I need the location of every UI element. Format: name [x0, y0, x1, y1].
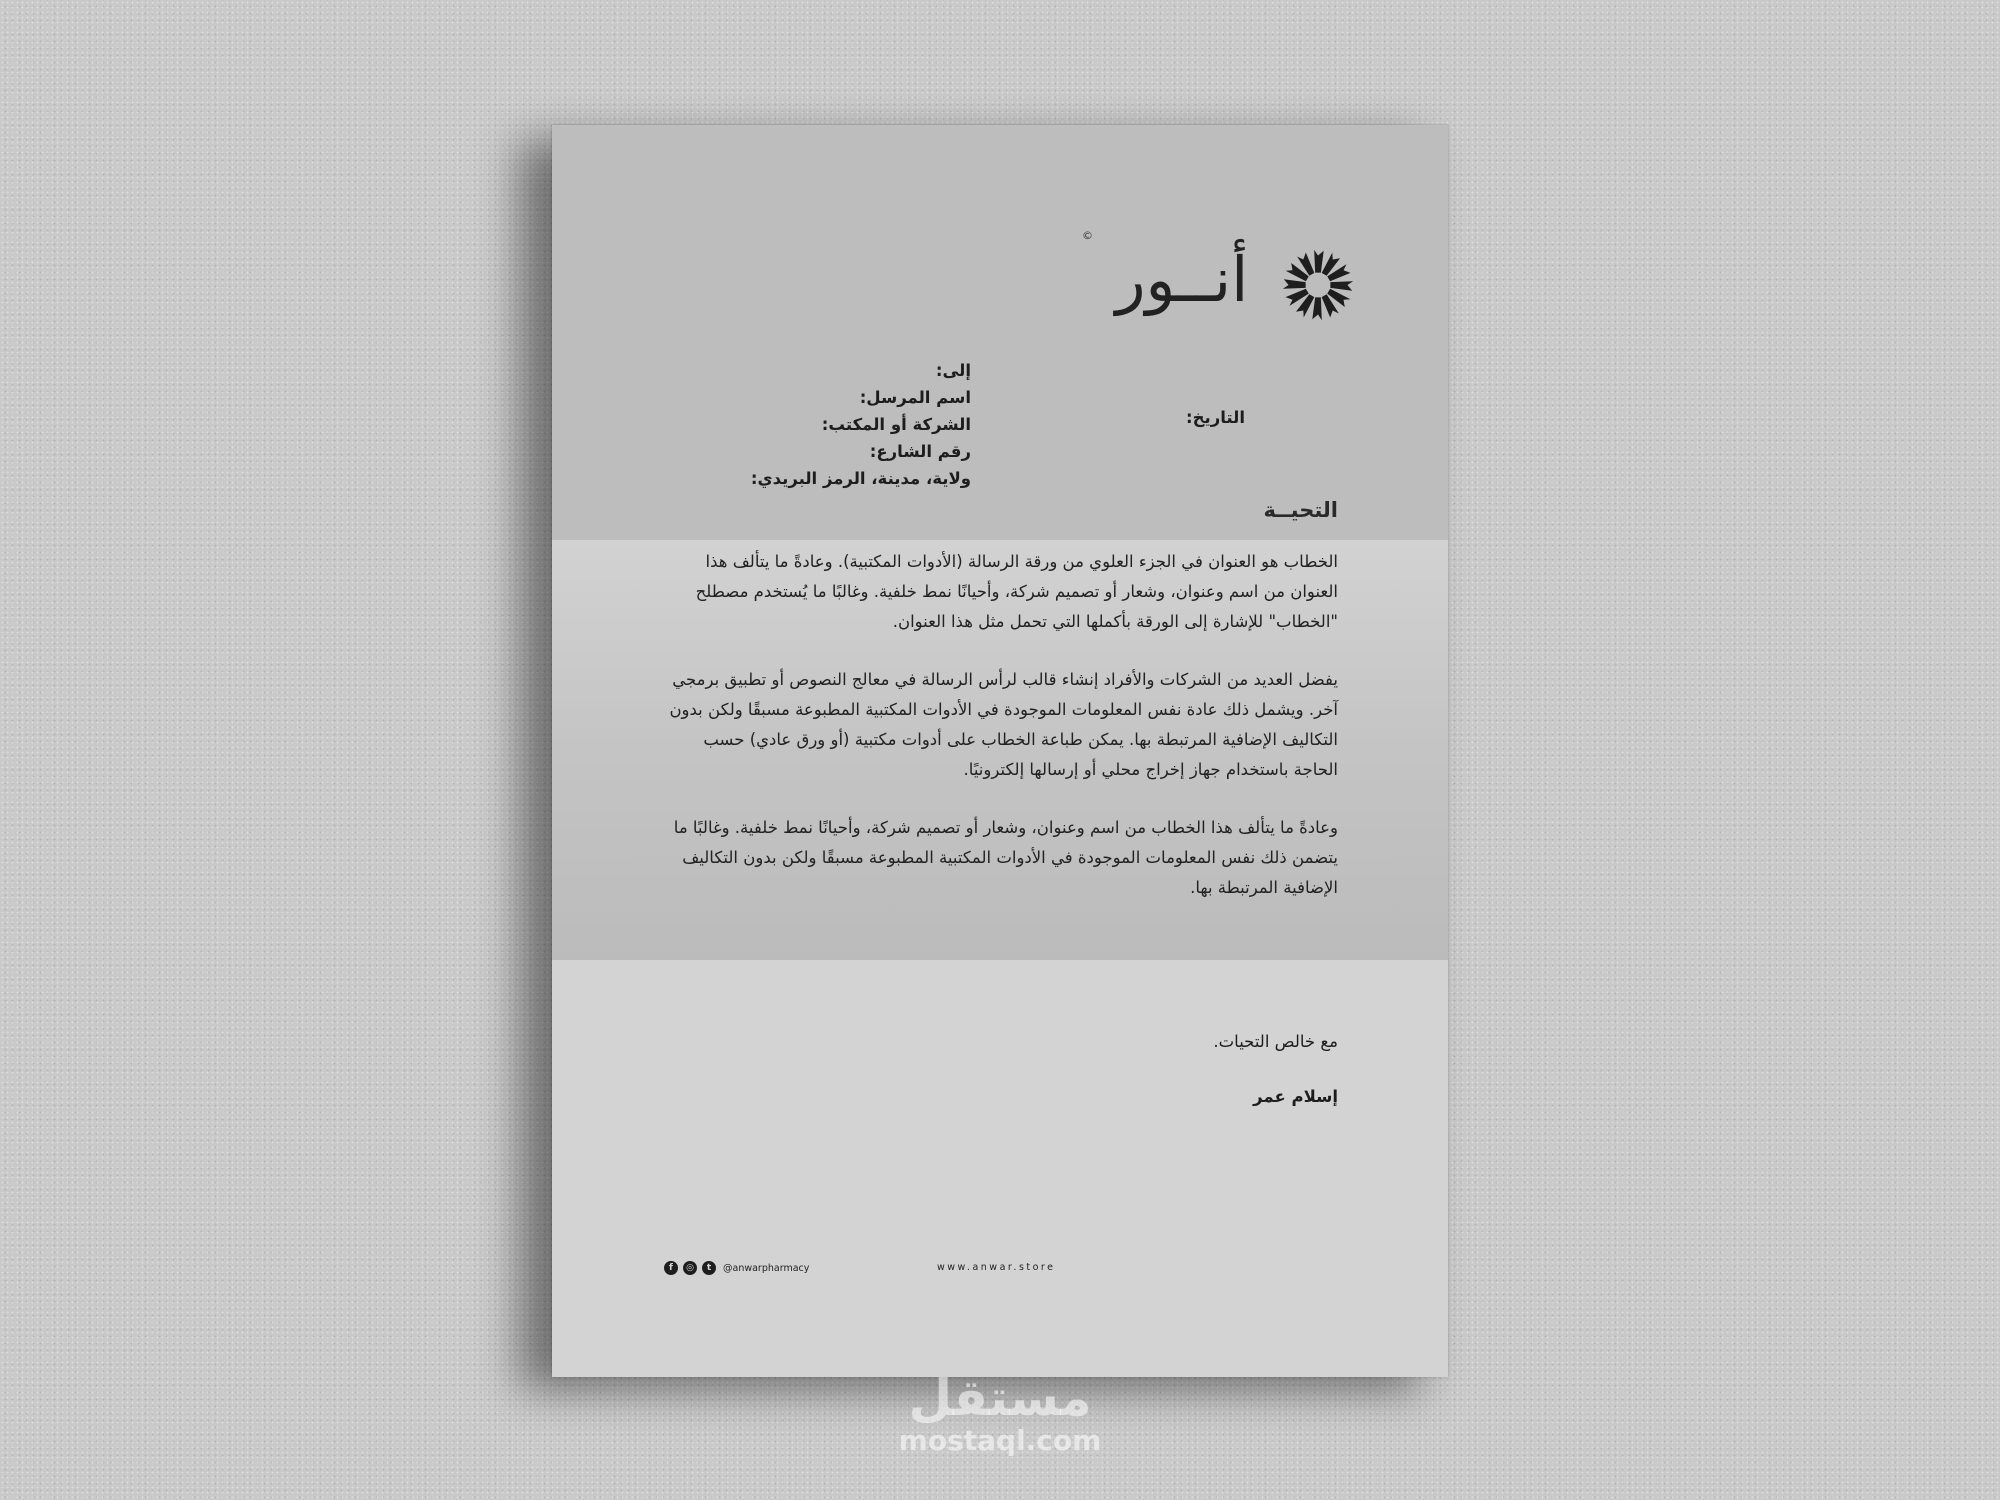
signature-name: إسلام عمر — [1253, 1087, 1338, 1106]
website-url: www.anwar.store — [937, 1262, 1056, 1273]
paper-bottom-band — [552, 960, 1448, 1377]
body-paragraph: وعادةً ما يتألف هذا الخطاب من اسم وعنوان، وشعار أو تصميم شركة، وأحيانًا نمط خلفية. وغالبًا ما يتضمن ذلك نفس المعلومات الموجودة في الأدوات المكتبية المطبوعة مسبقًا ولكن بدون التكاليف الإضافية المرتبطة بها. — [673, 818, 1338, 897]
watermark — [860, 1370, 1140, 1456]
city-line-label: ولاية، مدينة، الرمز البريدي: — [750, 469, 971, 488]
recipient-to-label: إلى: — [935, 361, 971, 380]
logo-registered-mark: © — [1082, 229, 1093, 242]
body-paragraph: يفضل العديد من الشركات والأفراد إنشاء قالب لرأس الرسالة في معالج النصوص أو تطبيق برمجي آخر. ويشمل ذلك عادة نفس المعلومات الموجودة في الأدوات المكتبية المطبوعة مسبقًا ولكن بدون التكاليف الإضافية المرتبطة بها. يمكن طباعة الخطاب على أدوات مكتبية (أو ورق عادي) حسب الحاجة باستخدام جهاز إخراج محلي أو إرسالها إلكترونيًا. — [669, 670, 1338, 779]
social-handle: @anwarpharmacy — [723, 1262, 810, 1274]
recipient-block — [711, 357, 971, 492]
letter-body — [666, 547, 1338, 931]
twitter-icon: t — [702, 1261, 716, 1275]
sender-name-label: اسم المرسل: — [859, 388, 971, 407]
closing-line: مع خالص التحيات. — [1213, 1032, 1338, 1051]
footer-social — [664, 1259, 809, 1277]
company-label: الشركة أو المكتب: — [821, 415, 971, 434]
facebook-icon: f — [664, 1261, 678, 1275]
street-label: رقم الشارع: — [869, 442, 971, 461]
brand-logo — [1082, 225, 1352, 335]
watermark-logo: مستقل — [908, 1369, 1092, 1427]
sun-burst-icon — [1280, 247, 1356, 323]
greeting-heading: التحيــة — [1263, 498, 1338, 522]
watermark-site: mostaql.com — [898, 1424, 1102, 1457]
date-label: التاريخ: — [1186, 408, 1245, 427]
letterhead-paper — [552, 125, 1448, 1377]
body-paragraph: الخطاب هو العنوان في الجزء العلوي من ورقة الرسالة (الأدوات المكتبية). وعادةً ما يتألف هذا العنوان من اسم وعنوان، وشعار أو تصميم شركة، وأحيانًا نمط خلفية. وغالبًا ما يُستخدم مصطلح "الخطاب" للإشارة إلى الورقة بأكملها التي تحمل مثل هذا العنوان. — [695, 552, 1338, 631]
logo-wordmark: أنــور — [1115, 243, 1249, 316]
instagram-icon: ◎ — [683, 1261, 697, 1275]
